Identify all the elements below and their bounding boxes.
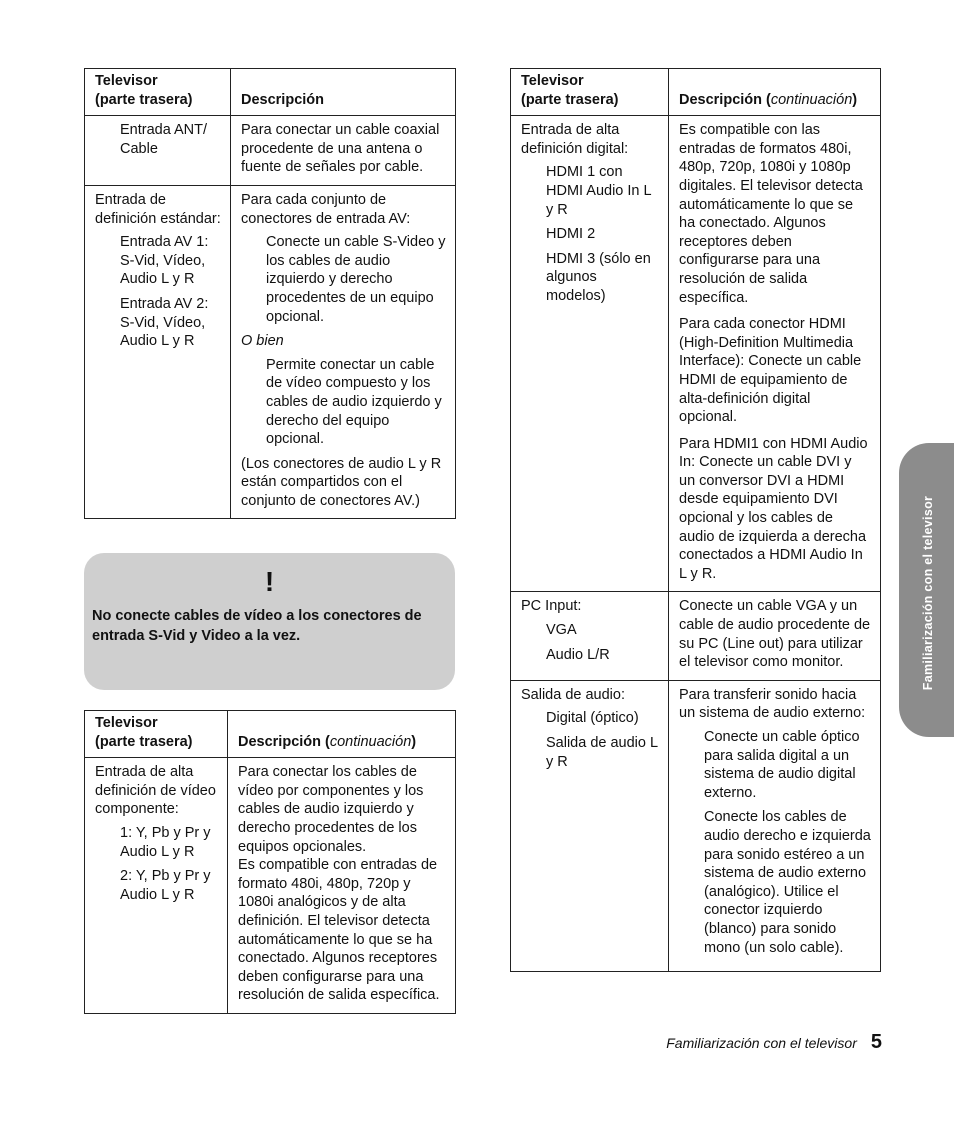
- header-col-connector: Televisor (parte trasera): [85, 69, 231, 116]
- connector-cell: Entrada de alta definición digital: HDMI 1 con HDMI Audio In L y R HDMI 2 HDMI 3 (sólo en algunos modelos): [511, 116, 669, 592]
- table-header-row: [85, 711, 456, 758]
- header-col-description: Descripción (continuación): [228, 711, 456, 758]
- header-col-description: Descripción (continuación): [669, 69, 881, 116]
- table-row: [511, 592, 881, 680]
- description-cell: Es compatible con las entradas de formatos 480i, 480p, 720p, 1080i y 1080p digitales. El televisor detecta automáticamente lo que se ha conectado. Algunos receptores deben configurarse para una resolución de salida específica. Para cada conector HDMI (High-Definition Multimedia Interface): Conecte un cable HDMI de equipamiento de alta-definición digital opcional. Para HDMI1 con HDMI Audio In: Conecte un cable DVI y un conversor DVI a HDMI desde equipamiento DVI opcional y los cables de audio de izquierda a derecha conectados a HDMI Audio In L y R.: [669, 116, 881, 592]
- header-col-connector: Televisor (parte trasera): [85, 711, 228, 758]
- connector-cell: Salida de audio: Digital (óptico) Salida de audio L y R: [511, 680, 669, 971]
- connector-cell: Entrada de alta definición de vídeo componente: 1: Y, Pb y Pr y Audio L y R 2: Y, Pb y Pr y Audio L y R: [85, 758, 228, 1014]
- warning-box: [84, 553, 455, 690]
- table-header-row: [511, 69, 881, 116]
- table-header-row: [85, 69, 456, 116]
- connector-cell: Entrada de definición estándar: Entrada AV 1: S-Vid, Vídeo, Audio L y R Entrada AV 2: S-Vid, Vídeo, Audio L y R: [85, 185, 231, 519]
- table-row: [511, 116, 881, 592]
- table-row: [85, 185, 456, 519]
- warning-icon: !: [264, 566, 275, 597]
- description-cell: Para cada conjunto de conectores de entrada AV: Conecte un cable S-Video y los cables de audio izquierdo y derecho procedentes de un equipo opcional. O bien Permite conectar un cable de vídeo compuesto y los cables de audio izquierdo y derecho del equipo opcional. (Los conectores de audio L y R están compartidos con el conjunto de conectores AV.): [231, 185, 456, 519]
- connector-cell: PC Input: VGA Audio L/R: [511, 592, 669, 680]
- connector-table-3: [510, 68, 881, 972]
- table-row: [85, 758, 456, 1014]
- page-number: 5: [870, 1031, 882, 1053]
- table-row: [85, 116, 456, 186]
- page-footer: [560, 1033, 882, 1054]
- table-row: [511, 680, 881, 971]
- header-col-connector: Televisor (parte trasera): [511, 69, 669, 116]
- chapter-tab-label: Familiarización con el televisor: [921, 495, 935, 691]
- footer-chapter-title: Familiarización con el televisor: [666, 1035, 857, 1051]
- description-cell: Conecte un cable VGA y un cable de audio procedente de su PC (Line out) para utilizar el televisor como monitor.: [669, 592, 881, 680]
- header-col-description: Descripción: [231, 69, 456, 116]
- connector-table-1: [84, 68, 456, 519]
- description-cell: Para transferir sonido hacia un sistema de audio externo: Conecte un cable óptico para salida digital a un sistema de audio digital externo. Conecte los cables de audio derecho e izquierda para sonido estéreo a un sistema de audio externo (analógico). Utilice el conector izquierdo (blanco) para sonido mono (un solo cable).: [669, 680, 881, 971]
- warning-text: No conecte cables de vídeo a los conectores de entrada S-Vid y Video a la vez.: [92, 608, 422, 644]
- connector-cell: Entrada ANT/ Cable: [85, 116, 231, 186]
- chapter-tab: [899, 443, 954, 737]
- description-cell: Para conectar un cable coaxial procedente de una antena o fuente de señales por cable.: [231, 116, 456, 186]
- description-cell: Para conectar los cables de vídeo por componentes y los cables de audio izquierdo y derecho procedentes de los equipos opcionales. Es compatible con entradas de formato 480i, 480p, 720p y 1080i analógicos y de alta definición. El televisor detecta automáticamente lo que se ha conectado. Algunos receptores deben configurarse para una resolución de salida específica.: [228, 758, 456, 1014]
- connector-table-2: [84, 710, 456, 1014]
